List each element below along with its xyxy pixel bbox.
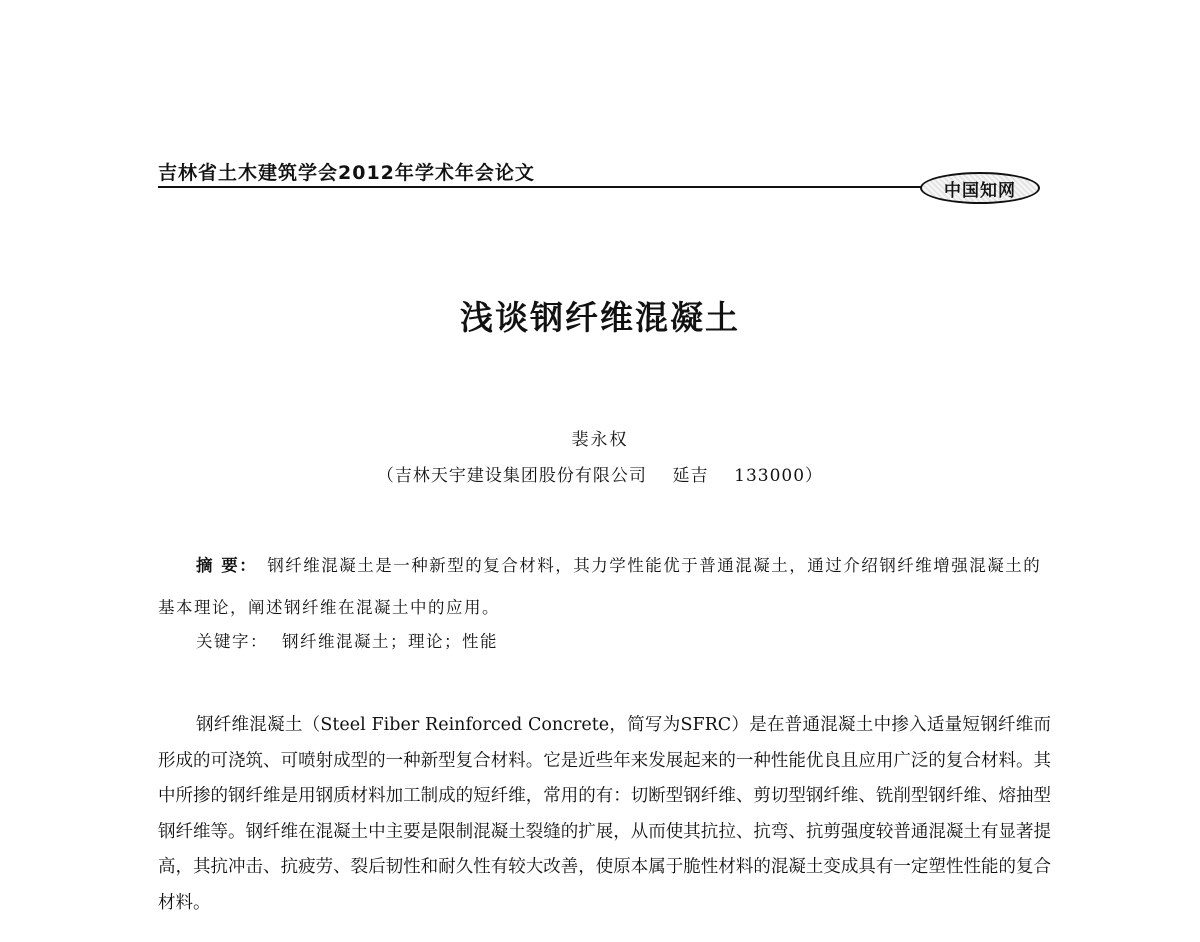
header-rule <box>158 186 924 188</box>
cnki-logo: 中国知网 <box>920 172 1040 204</box>
paper-title: 浅谈钢纤维混凝土 <box>460 298 740 337</box>
keywords-text: 钢纤维混凝土；理论；性能 <box>282 632 498 651</box>
author-name: 裴永权 <box>571 430 629 450</box>
abstract-text: 钢纤维混凝土是一种新型的复合材料，其力学性能优于普通混凝土，通过介绍钢纤维增强混凝土的基本理论，阐述钢纤维在混凝土中的应用。 <box>158 556 1042 617</box>
running-header: 吉林省土木建筑学会2012年学术年会论文 <box>158 162 535 184</box>
keywords <box>196 628 498 652</box>
body-paragraph: 钢纤维混凝土（Steel Fiber Reinforced Concrete，简写为SFRC）是在普通混凝土中掺入适量短钢纤维而形成的可浇筑、可喷射成型的一种新型复合材料。它是近些年来发展起来的一种性能优良且应用广泛的复合材料。其中所掺的钢纤维是用钢质材料加工制成的短纤维，常用的有：切断型钢纤维、剪切型钢纤维、铣削型钢纤维、熔抽型钢纤维等。钢纤维在混凝土中主要是限制混凝土裂缝的扩展，从而使其抗拉、抗弯、抗剪强度较普通混凝土有显著提高，其抗冲击、抗疲劳、裂后韧性和耐久性有较大改善，使原本属于脆性材料的混凝土变成具有一定塑性性能的复合材料。 <box>158 715 1051 913</box>
author-affiliation: （吉林天宇建设集团股份有限公司 延吉 133000） <box>376 466 824 486</box>
abstract <box>158 545 1048 629</box>
abstract-label: 摘 要： <box>196 556 258 575</box>
keywords-label: 关键字： <box>196 632 268 651</box>
